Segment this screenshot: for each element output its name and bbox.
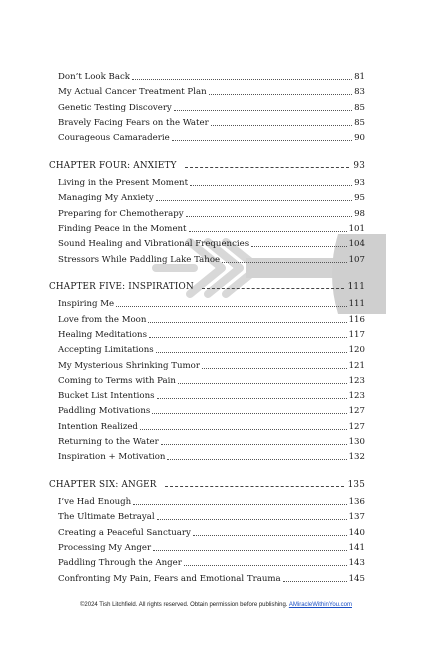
toc-entry-title: The Ultimate Betrayal [58, 512, 155, 523]
toc-entry[interactable] [58, 224, 365, 235]
dot-leader [172, 140, 352, 141]
dot-leader [184, 565, 347, 566]
chapter-heading-page-number: 93 [353, 160, 365, 171]
toc-entry[interactable] [58, 118, 365, 129]
toc-entry[interactable] [58, 87, 365, 98]
dot-leader [202, 368, 347, 369]
dot-leader [211, 125, 352, 126]
toc-entry-page-number: 85 [354, 117, 365, 128]
dot-leader [140, 429, 347, 430]
dot-leader [157, 398, 347, 399]
toc-entry-page-number: 127 [348, 421, 365, 432]
toc-entry-title: Preparing for Chemotherapy [58, 208, 184, 219]
toc-entry-title: Coming to Terms with Pain [58, 375, 176, 386]
toc-entry-page-number: 145 [348, 573, 365, 584]
copyright-footer [0, 602, 432, 608]
dot-leader [156, 200, 352, 201]
toc-entry-title: Managing My Anxiety [58, 193, 154, 204]
chapter-heading[interactable] [49, 161, 365, 172]
dot-leader [148, 322, 346, 323]
toc-entry-title: Inspiration + Motivation [58, 452, 166, 463]
dot-leader [222, 262, 347, 263]
chapter-heading-title: CHAPTER FOUR: ANXIETY [49, 160, 177, 171]
dot-leader [190, 185, 352, 186]
dot-leader [185, 167, 350, 168]
toc-entry[interactable] [58, 133, 365, 144]
toc-entry-page-number: 85 [354, 102, 365, 113]
toc-entry-page-number: 132 [348, 452, 365, 463]
dot-leader [209, 94, 352, 95]
toc-entry-title: Creating a Peaceful Sanctuary [58, 527, 191, 538]
toc-entry-title: I’ve Had Enough [58, 497, 132, 508]
dot-leader [283, 581, 347, 582]
toc-entry-title: Stressors While Paddling Lake Tahoe [58, 254, 221, 265]
website-link[interactable]: AMiracleWithinYou.com [288, 602, 352, 608]
dot-leader [161, 444, 347, 445]
toc-entry[interactable] [58, 452, 365, 463]
toc-entry-title: Love from the Moon [58, 314, 147, 325]
toc-entry[interactable] [58, 512, 365, 523]
toc-entry-page-number: 120 [348, 345, 365, 356]
toc-entry-page-number: 83 [354, 87, 365, 98]
chapter-heading[interactable] [49, 282, 365, 293]
toc-entry[interactable] [58, 558, 365, 569]
toc-entry[interactable] [58, 103, 365, 114]
toc-entry-page-number: 136 [348, 497, 365, 508]
dot-leader [189, 231, 347, 232]
dot-leader [251, 246, 346, 247]
toc-entry-title: Paddling Through the Anger [58, 558, 182, 569]
toc-entry[interactable] [58, 330, 365, 341]
toc-entry[interactable] [58, 422, 365, 433]
toc-entry-title: Don’t Look Back [58, 72, 130, 82]
toc-entry[interactable] [58, 574, 365, 585]
toc-entry-page-number: 101 [348, 223, 365, 234]
dot-leader [178, 383, 347, 384]
toc-entry-page-number: 141 [348, 543, 365, 553]
dot-leader [157, 519, 347, 520]
toc-entry[interactable] [58, 543, 365, 554]
toc-entry-title: Bucket List Intentions [58, 391, 155, 402]
toc-entry-page-number: 121 [348, 360, 365, 371]
toc-entry-title: Bravely Facing Fears on the Water [58, 117, 209, 128]
chapter-heading-title: CHAPTER FIVE: INSPIRATION [49, 281, 194, 292]
toc-entry-title: My Actual Cancer Treatment Plan [58, 87, 207, 98]
toc-entry-title: Processing My Anger [58, 543, 152, 553]
dot-leader [186, 216, 352, 217]
toc-entry-page-number: 95 [354, 193, 365, 204]
toc-entry[interactable] [58, 178, 365, 189]
dot-leader [116, 306, 346, 307]
toc-entry[interactable] [58, 361, 365, 372]
dot-leader [133, 504, 346, 505]
toc-entry-page-number: 116 [348, 314, 365, 325]
toc-entry-title: Courageous Camaraderie [58, 133, 170, 144]
toc-entry[interactable] [58, 528, 365, 539]
dot-leader [149, 337, 347, 338]
toc-entry-title: Paddling Motivations [58, 406, 151, 417]
copyright-text: ©2024 Tish Litchfield. All rights reserved. Obtain permission before publishing. [79, 602, 288, 608]
toc-entry[interactable] [58, 209, 365, 220]
chapter-heading-title: CHAPTER SIX: ANGER [49, 479, 157, 490]
toc-entry[interactable] [58, 299, 365, 310]
toc-entry-page-number: 137 [348, 512, 365, 523]
toc-entry-title: Sound Healing and Vibrational Frequencies [58, 239, 250, 250]
chapter-heading[interactable] [49, 480, 365, 491]
dot-leader [153, 550, 346, 551]
toc-entry-title: Intention Realized [58, 421, 138, 432]
toc-entry-title: Healing Meditations [58, 329, 148, 340]
dot-leader [156, 352, 347, 353]
toc-entry-page-number: 130 [348, 437, 365, 447]
dot-leader [174, 110, 352, 111]
toc-entry-page-number: 90 [354, 133, 365, 144]
chapter-heading-page-number: 111 [347, 281, 365, 292]
toc-entry-page-number: 98 [354, 208, 365, 219]
toc-entry-page-number: 140 [348, 527, 365, 538]
toc-entry[interactable] [58, 437, 365, 448]
toc-entry[interactable] [58, 406, 365, 417]
toc-entry-page-number: 143 [348, 558, 365, 569]
toc-entry-page-number: 111 [348, 299, 365, 310]
toc-entry[interactable] [58, 315, 365, 326]
toc-entry-page-number: 104 [348, 239, 365, 250]
toc-entry-page-number: 123 [348, 375, 365, 386]
toc-entry-page-number: 81 [354, 72, 365, 82]
toc-entry-page-number: 93 [354, 178, 365, 188]
toc-entry-title: Confronting My Pain, Fears and Emotional Trauma [58, 573, 281, 584]
toc-entry-title: Finding Peace in the Moment [58, 223, 187, 234]
toc-entry[interactable] [58, 239, 365, 250]
toc-entry-page-number: 107 [348, 254, 365, 265]
chapter-heading-page-number: 135 [347, 479, 365, 490]
toc-entry-page-number: 123 [348, 391, 365, 402]
toc-entry[interactable] [58, 72, 365, 83]
toc-entry-title: Living in the Present Moment [58, 178, 189, 188]
toc-entry[interactable] [58, 345, 365, 356]
dot-leader [132, 79, 352, 80]
dot-leader [202, 288, 344, 289]
dot-leader [193, 535, 347, 536]
dot-leader [167, 459, 346, 460]
toc-entry-title: Returning to the Water [58, 437, 159, 447]
dot-leader [165, 486, 344, 487]
dot-leader [152, 413, 346, 414]
toc-entry[interactable] [58, 391, 365, 402]
toc-entry-title: Accepting Limitations [58, 345, 154, 356]
toc-entry[interactable] [58, 497, 365, 508]
toc-entry[interactable] [58, 193, 365, 204]
toc-entry-title: My Mysterious Shrinking Tumor [58, 360, 200, 371]
toc-entry[interactable] [58, 376, 365, 387]
toc-entry[interactable] [58, 255, 365, 266]
toc-entry-page-number: 117 [348, 329, 365, 340]
toc-entry-title: Genetic Testing Discovery [58, 102, 172, 113]
toc-entry-title: Inspiring Me [58, 299, 115, 310]
toc-entry-page-number: 127 [348, 406, 365, 417]
